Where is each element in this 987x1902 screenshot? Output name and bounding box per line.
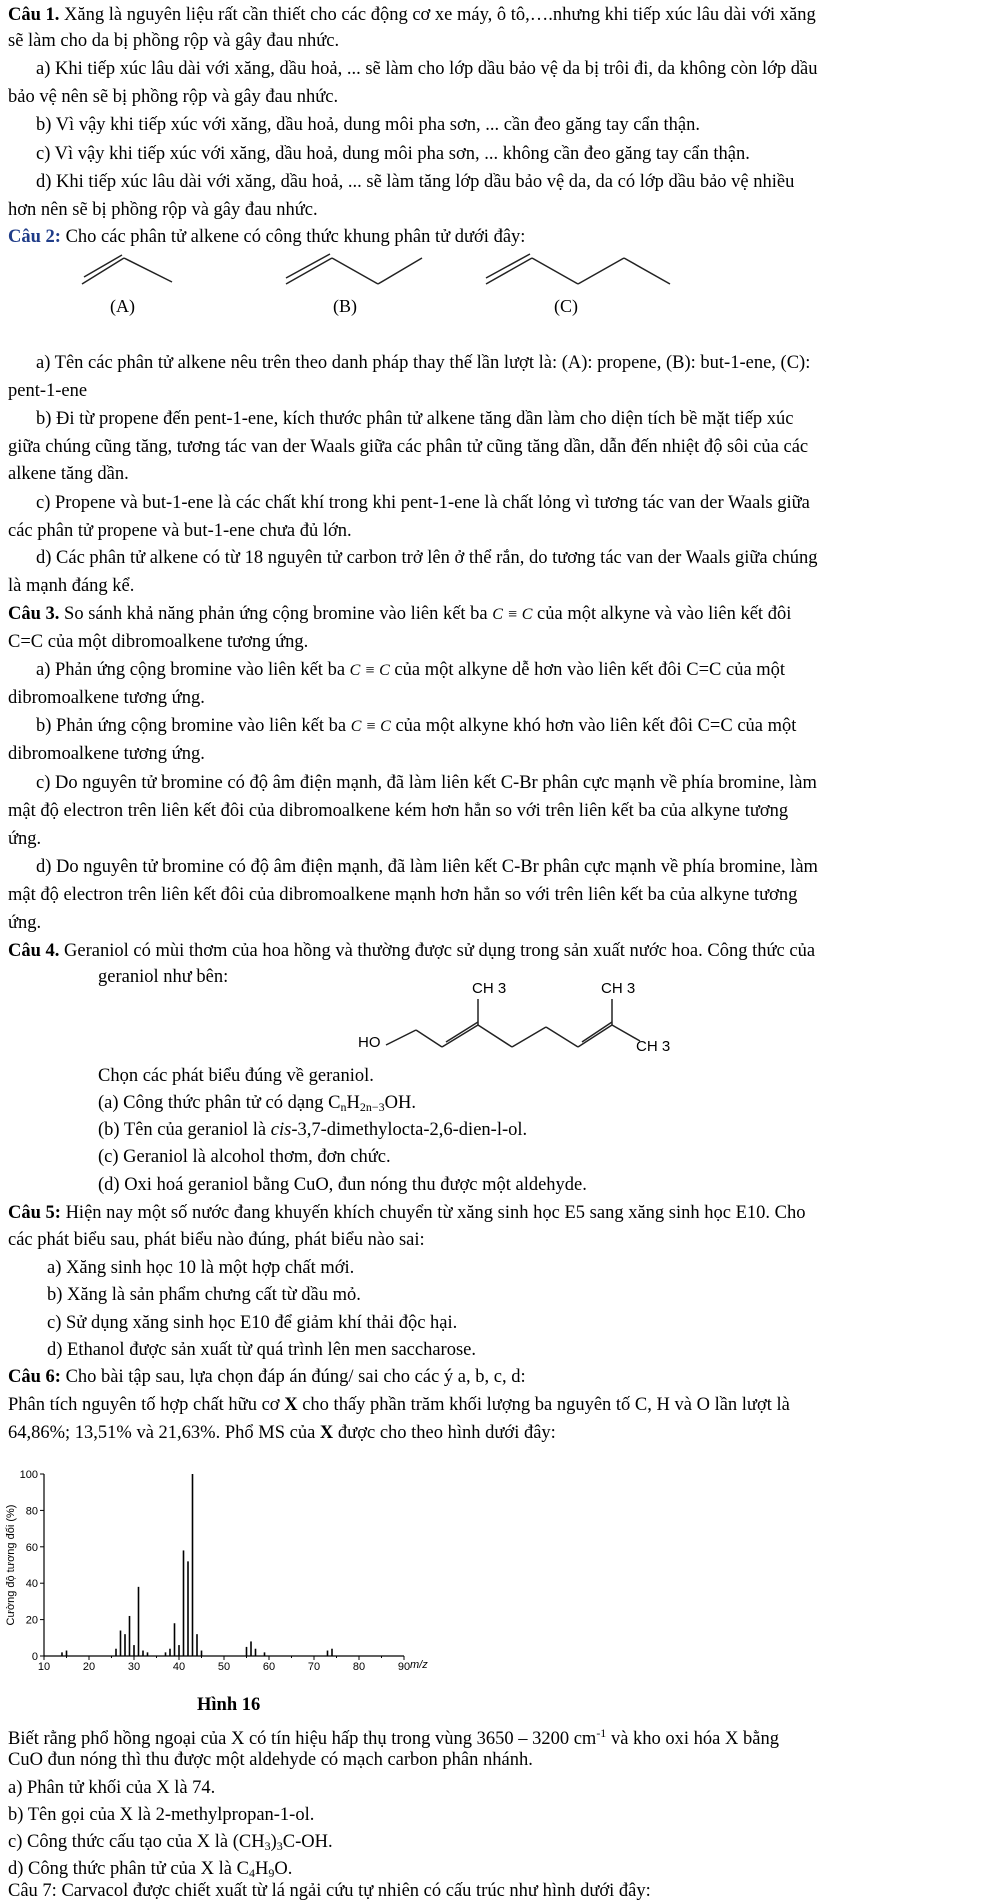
q6-option-a: a) Phân tử khối của X là 74. (8, 1778, 216, 1798)
q2-option-d-cont: là mạnh đáng kể. (8, 576, 135, 596)
q3-option-c-cont2: ứng. (8, 829, 42, 849)
q3-line-1: Câu 3. So sánh khả năng phản ứng cộng bromine vào liên kết ba C ≡ C của một alkyne và vào liên kết đôi (8, 604, 792, 624)
q2-option-c: c) Propene và but-1-ene là các chất khí trong khi pent-1-ene là chất lỏng vì tương tác van der Waals giữa (36, 493, 810, 513)
q5-option-a: a) Xăng sinh học 10 là một hợp chất mới. (47, 1258, 355, 1278)
molecule-a-label: (A) (110, 296, 135, 316)
molecule-c-pent-1-ene (482, 248, 677, 290)
q6-line-1: Câu 6: Cho bài tập sau, lựa chọn đáp án đúng/ sai cho các ý a, b, c, d: (8, 1367, 526, 1387)
q2-option-a: a) Tên các phân tử alkene nêu trên theo danh pháp thay thế lần lượt là: (A): propene, (B): but-1-ene, (C): (36, 353, 811, 373)
q5-line-2: các phát biểu sau, phát biểu nào đúng, phát biểu nào sai: (8, 1230, 425, 1250)
q1-line-2: sẽ làm cho da bị phồng rộp và gây đau nhức. (8, 31, 340, 51)
y-tick-label: 60 (25, 1541, 38, 1554)
y-axis-label: Cường độ tương đối (%) (5, 1504, 17, 1626)
molecule-b-but-1-ene (282, 250, 432, 290)
q4-line-2: geraniol như bên: (98, 967, 229, 987)
q2-option-d: d) Các phân tử alkene có từ 18 nguyên tử carbon trở lên ở thể rắn, do tương tác van der Waals giữa chúng (36, 548, 818, 568)
y-tick-label: 20 (25, 1614, 38, 1627)
q5-line-1: Câu 5: Hiện nay một số nước đang khuyến khích chuyển từ xăng sinh học E5 sang xăng sinh học E10. Cho (8, 1203, 806, 1223)
q2-option-b-cont2: alkene tăng dần. (8, 464, 129, 484)
geraniol-ch3-right: CH 3 (601, 980, 636, 997)
q2-option-c-cont: các phân tử propene và but-1-ene chưa đủ lớn. (8, 521, 352, 541)
q6-option-c: c) Công thức cấu tạo của X là $(CH_3)_3C-OH$. (8, 1832, 333, 1853)
x-tick-label: 90 (397, 1661, 411, 1673)
q4-choose: Chọn các phát biểu đúng về geraniol. (98, 1066, 374, 1086)
q1-option-d: d) Khi tiếp xúc lâu dài với xăng, dầu hoả, ... sẽ làm tăng lớp dầu bảo vệ da, da có lớp dầu bảo vệ nhiều (36, 172, 795, 192)
x-tick-label: 20 (82, 1661, 96, 1673)
q3-option-d-cont: mật độ electron trên liên kết đôi của dibromoalkene mạnh hơn hẳn so với trên liên kết ba của alkyne tương (8, 885, 798, 905)
q4-option-c: (c) Geraniol là alcohol thơm, đơn chức. (98, 1147, 391, 1167)
q4-option-b: (b) Tên của geraniol là cis-3,7-dimethylocta-2,6-dien-l-ol. (98, 1120, 528, 1140)
q4-line-1: Câu 4. Geraniol có mùi thơm của hoa hồng và thường được sử dụng trong sản xuất nước hoa. Công thức của (8, 941, 816, 961)
x-axis-label: m/z (410, 1659, 428, 1671)
q3-option-c: c) Do nguyên tử bromine có độ âm điện mạnh, đã làm liên kết C-Br phân cực mạnh về phía bromine, làm (36, 773, 817, 793)
q1-option-a: a) Khi tiếp xúc lâu dài với xăng, dầu hoả, ... sẽ làm cho lớp dầu bảo vệ da bị trôi đi, da không còn lớp dầu (36, 59, 818, 79)
q1-option-c: c) Vì vậy khi tiếp xúc với xăng, dầu hoả, dung môi pha sơn, ... không cần đeo găng tay cẩn thận. (36, 144, 750, 164)
x-tick-label: 10 (37, 1661, 51, 1673)
q3-line-2: C=C của một dibromoalkene tương ứng. (8, 632, 309, 652)
geraniol-ho: HO (358, 1034, 381, 1051)
q1-option-a-cont: bảo vệ nên sẽ bị phồng rộp và gây đau nhức. (8, 87, 339, 107)
x-tick-label: 80 (352, 1661, 366, 1673)
x-tick-label: 70 (307, 1661, 321, 1673)
q5-option-d: d) Ethanol được sản xuất từ quá trình lên men saccharose. (47, 1340, 476, 1360)
x-tick-label: 60 (262, 1661, 276, 1673)
x-tick-label: 40 (172, 1661, 186, 1673)
q2-intro: Câu 2: Cho các phân tử alkene có công thức khung phân tử dưới đây: (8, 227, 526, 247)
q6-line-2: Phân tích nguyên tố hợp chất hữu cơ X cho thấy phần trăm khối lượng ba nguyên tố C, H và O lần lượt là (8, 1395, 790, 1415)
y-tick-label: 80 (25, 1505, 38, 1518)
mass-spectrum-chart (0, 1462, 428, 1692)
q1-option-d-cont: hơn nên sẽ bị phồng rộp và gây đau nhức. (8, 200, 318, 220)
geraniol-ch3-left: CH 3 (472, 980, 507, 997)
geraniol-ch3-end: CH 3 (636, 1038, 671, 1055)
q1-line-1: Câu 1. Xăng là nguyên liệu rất cần thiết cho các động cơ xe máy, ô tô,….nhưng khi tiếp xúc lâu dài với xăng (8, 5, 816, 25)
q7-cutoff-line: Câu 7: Carvacol được chiết xuất từ lá ngải cứu tự nhiên có cấu trúc như hình dưới đây: (8, 1881, 651, 1901)
molecule-c-label: (C) (554, 296, 578, 316)
figure-caption: Hình 16 (197, 1695, 261, 1715)
x-tick-label: 50 (217, 1661, 231, 1673)
q6-option-d: d) Công thức phân tử của X là $C_4H_9O$. (8, 1859, 293, 1880)
q3-option-d: d) Do nguyên tử bromine có độ âm điện mạnh, đã làm liên kết C-Br phân cực mạnh về phía bromine, làm (36, 857, 818, 877)
q3-option-b-cont: dibromoalkene tương ứng. (8, 744, 205, 764)
triple-bond-symbol: C ≡ C (492, 606, 533, 623)
q5-option-b: b) Xăng là sản phẩm chưng cất từ dầu mỏ. (47, 1285, 361, 1305)
q6-option-b: b) Tên gọi của X là 2-methylpropan-1-ol. (8, 1805, 315, 1825)
q6-line-3: 64,86%; 13,51% và 21,63%. Phổ MS của X được cho theo hình dưới đây: (8, 1423, 556, 1443)
q3-option-b: b) Phản ứng cộng bromine vào liên kết ba C ≡ C của một alkyne khó hơn vào liên kết đôi C=C của một (36, 716, 797, 736)
q4-option-a: (a) Công thức phân tử có dạng $C_nH_{2n-3}OH$. (98, 1093, 417, 1114)
y-tick-label: 0 (31, 1651, 38, 1663)
q6-para-2: CuO đun nóng thì thu được một aldehyde có mạch carbon phân nhánh. (8, 1750, 533, 1770)
q1-option-b: b) Vì vậy khi tiếp xúc với xăng, dầu hoả, dung môi pha sơn, ... cần đeo găng tay cẩn thận. (36, 115, 701, 135)
q3-option-c-cont: mật độ electron trên liên kết đôi của dibromoalkene kém hơn hẳn so với trên liên kết ba của alkyne tương (8, 801, 789, 821)
q3-option-d-cont2: ứng. (8, 913, 42, 933)
y-tick-label: 100 (19, 1469, 38, 1481)
q2-option-b: b) Đi từ propene đến pent-1-ene, kích thước phân tử alkene tăng dần làm cho diện tích bề mặt tiếp xúc (36, 409, 794, 429)
y-tick-label: 40 (25, 1578, 38, 1591)
x-tick-label: 30 (127, 1661, 141, 1673)
q2-option-b-cont: giữa chúng cũng tăng, tương tác van der Waals giữa các phân tử cũng tăng dần, dẫn đến nhiệt độ sôi của các (8, 437, 809, 457)
q6-para-1: Biết rằng phổ hồng ngoại của X có tín hiệu hấp thụ trong vùng 3650 – 3200 $cm^{-1}$ và kho oxi hóa X bằng (8, 1726, 779, 1749)
q4-option-d: (d) Oxi hoá geraniol bằng CuO, đun nóng thu được một aldehyde. (98, 1175, 587, 1195)
molecule-a-propene (78, 250, 178, 290)
q3-option-a-cont: dibromoalkene tương ứng. (8, 688, 205, 708)
q2-option-a-cont: pent-1-ene (8, 381, 88, 401)
molecule-b-label: (B) (333, 296, 357, 316)
q3-option-a: a) Phản ứng cộng bromine vào liên kết ba C ≡ C của một alkyne dễ hơn vào liên kết đôi C=C của một (36, 660, 786, 680)
q5-option-c: c) Sử dụng xăng sinh học E10 để giảm khí thải độc hại. (47, 1313, 458, 1333)
